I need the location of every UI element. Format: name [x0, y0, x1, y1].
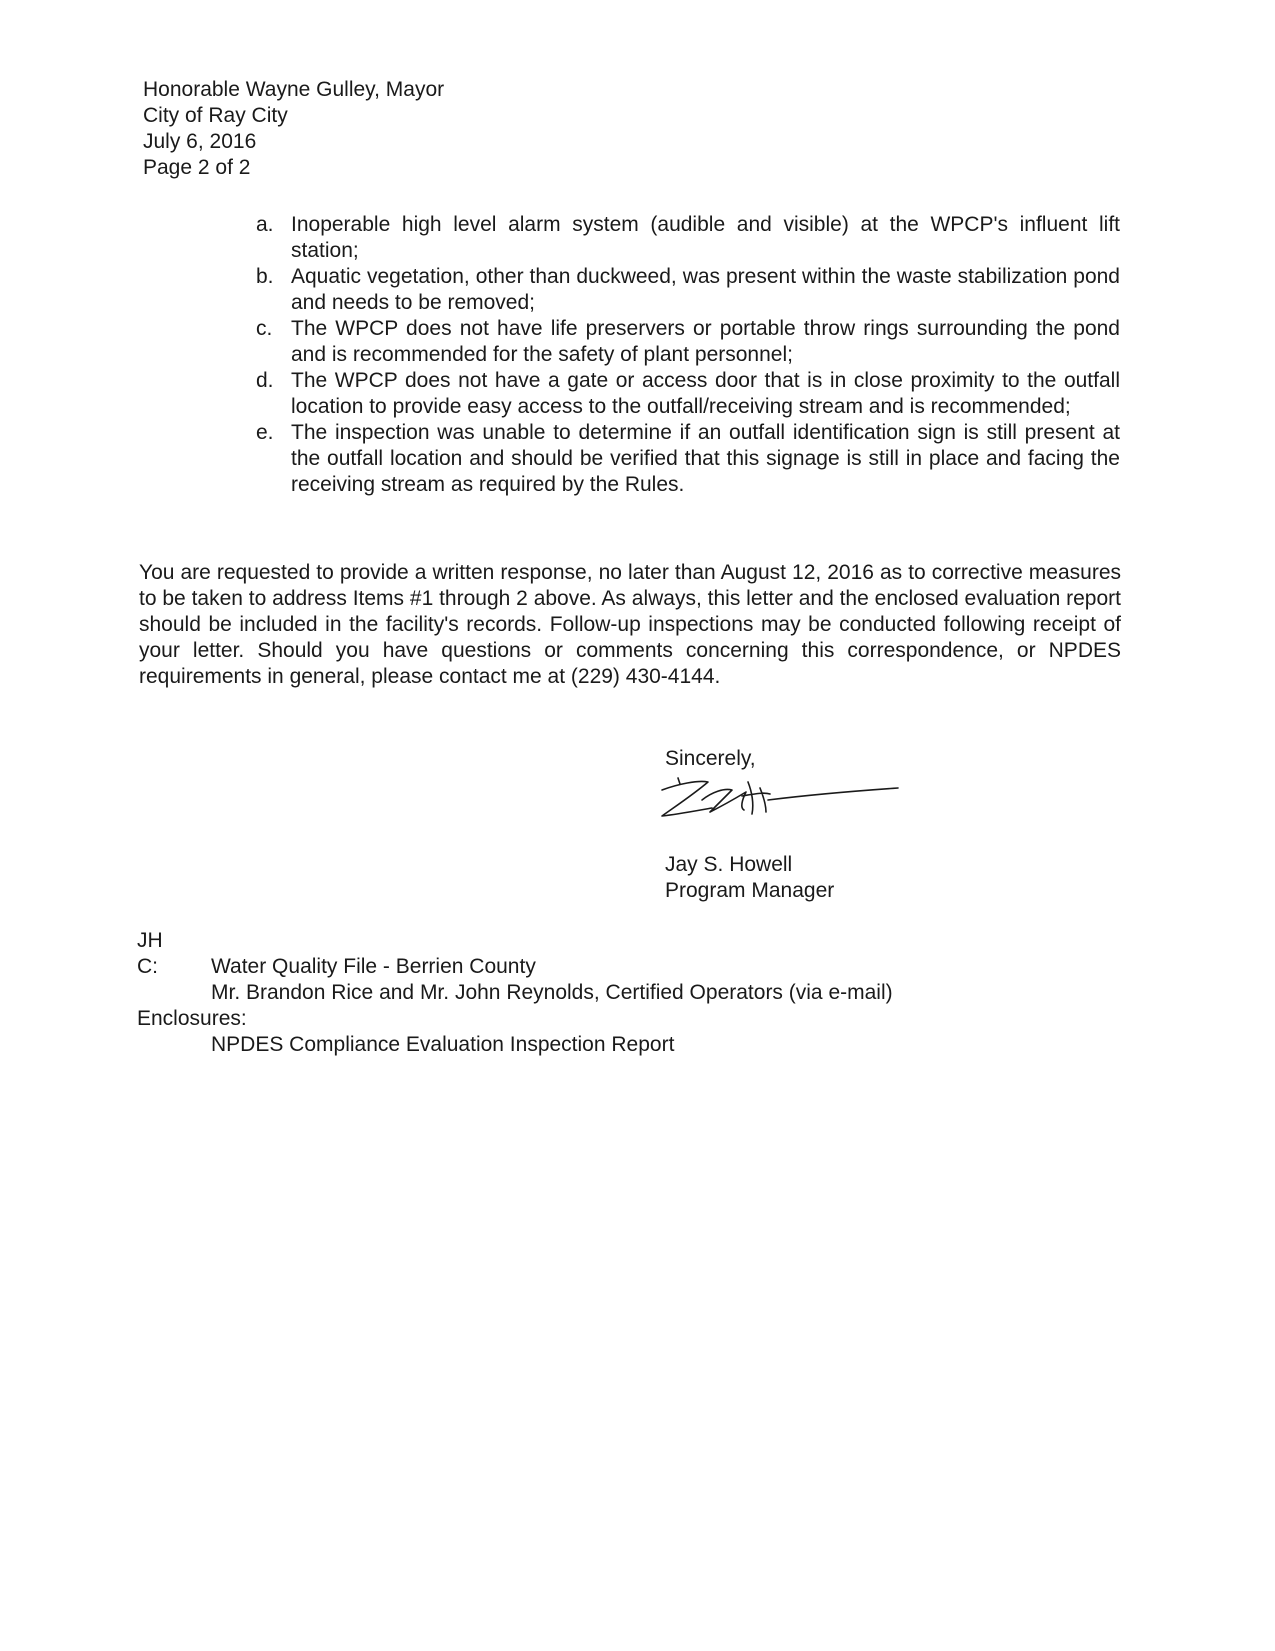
closing-salutation: Sincerely,	[665, 747, 756, 770]
list-marker: a.	[256, 213, 274, 236]
list-item	[250, 212, 1120, 264]
list-marker: c.	[256, 317, 273, 340]
page-number: Page 2 of 2	[143, 156, 251, 179]
cc-row	[137, 954, 1117, 980]
city-line: City of Ray City	[143, 104, 288, 127]
initials-row	[137, 928, 1117, 954]
list-marker: d.	[256, 369, 274, 392]
list-marker: e.	[256, 421, 274, 444]
enclosure-item: NPDES Compliance Evaluation Inspection Report	[211, 1033, 675, 1056]
cc-recipient: Mr. Brandon Rice and Mr. John Reynolds, Certified Operators (via e-mail)	[211, 981, 893, 1004]
signature-image	[650, 770, 910, 838]
signer-block	[665, 852, 834, 904]
response-request-paragraph: You are requested to provide a written response, no later than August 12, 2016 as to corrective measures to be taken to address Items #1 through 2 above. As always, this letter and the enclosed evaluation report should be included in the facility's records. Follow-up inspections may be conducted following receipt of your letter. Should you have questions or comments concerning this correspondence, or NPDES requirements in general, please contact me at (229) 430-4144.	[139, 561, 1121, 688]
enclosures-label: Enclosures:	[137, 1007, 247, 1030]
author-initials: JH	[137, 929, 163, 952]
enclosure-row	[137, 1032, 1117, 1058]
cc-recipient: Water Quality File - Berrien County	[211, 955, 536, 978]
list-item-text: The inspection was unable to determine if an outfall identification sign is still present at the outfall location and should be verified that this signage is still in place and facing the receiving stream as required by the Rules.	[291, 421, 1120, 496]
signer-title: Program Manager	[665, 879, 835, 902]
cc-row	[137, 980, 1117, 1006]
cc-label: C:	[137, 955, 158, 978]
list-item-text: The WPCP does not have life preservers or portable throw rings surrounding the pond and is recommended for the safety of plant personnel;	[291, 317, 1120, 366]
letter-footer	[137, 928, 1117, 1058]
recipient-line: Honorable Wayne Gulley, Mayor	[143, 78, 445, 101]
list-item	[250, 316, 1120, 368]
date-line: July 6, 2016	[143, 130, 257, 153]
deficiency-list	[250, 212, 1120, 498]
list-item	[250, 264, 1120, 316]
list-item	[250, 420, 1120, 498]
list-item-text: The WPCP does not have a gate or access door that is in close proximity to the outfall location to provide easy access to the outfall/receiving stream and is recommended;	[291, 369, 1120, 418]
list-marker: b.	[256, 265, 274, 288]
list-item	[250, 368, 1120, 420]
signer-name: Jay S. Howell	[665, 853, 793, 876]
enclosures-row	[137, 1006, 1117, 1032]
list-item-text: Aquatic vegetation, other than duckweed, was present within the waste stabilization pond and needs to be removed;	[291, 265, 1120, 314]
list-item-text: Inoperable high level alarm system (audible and visible) at the WPCP's influent lift station;	[291, 213, 1120, 262]
letter-header	[143, 77, 444, 181]
